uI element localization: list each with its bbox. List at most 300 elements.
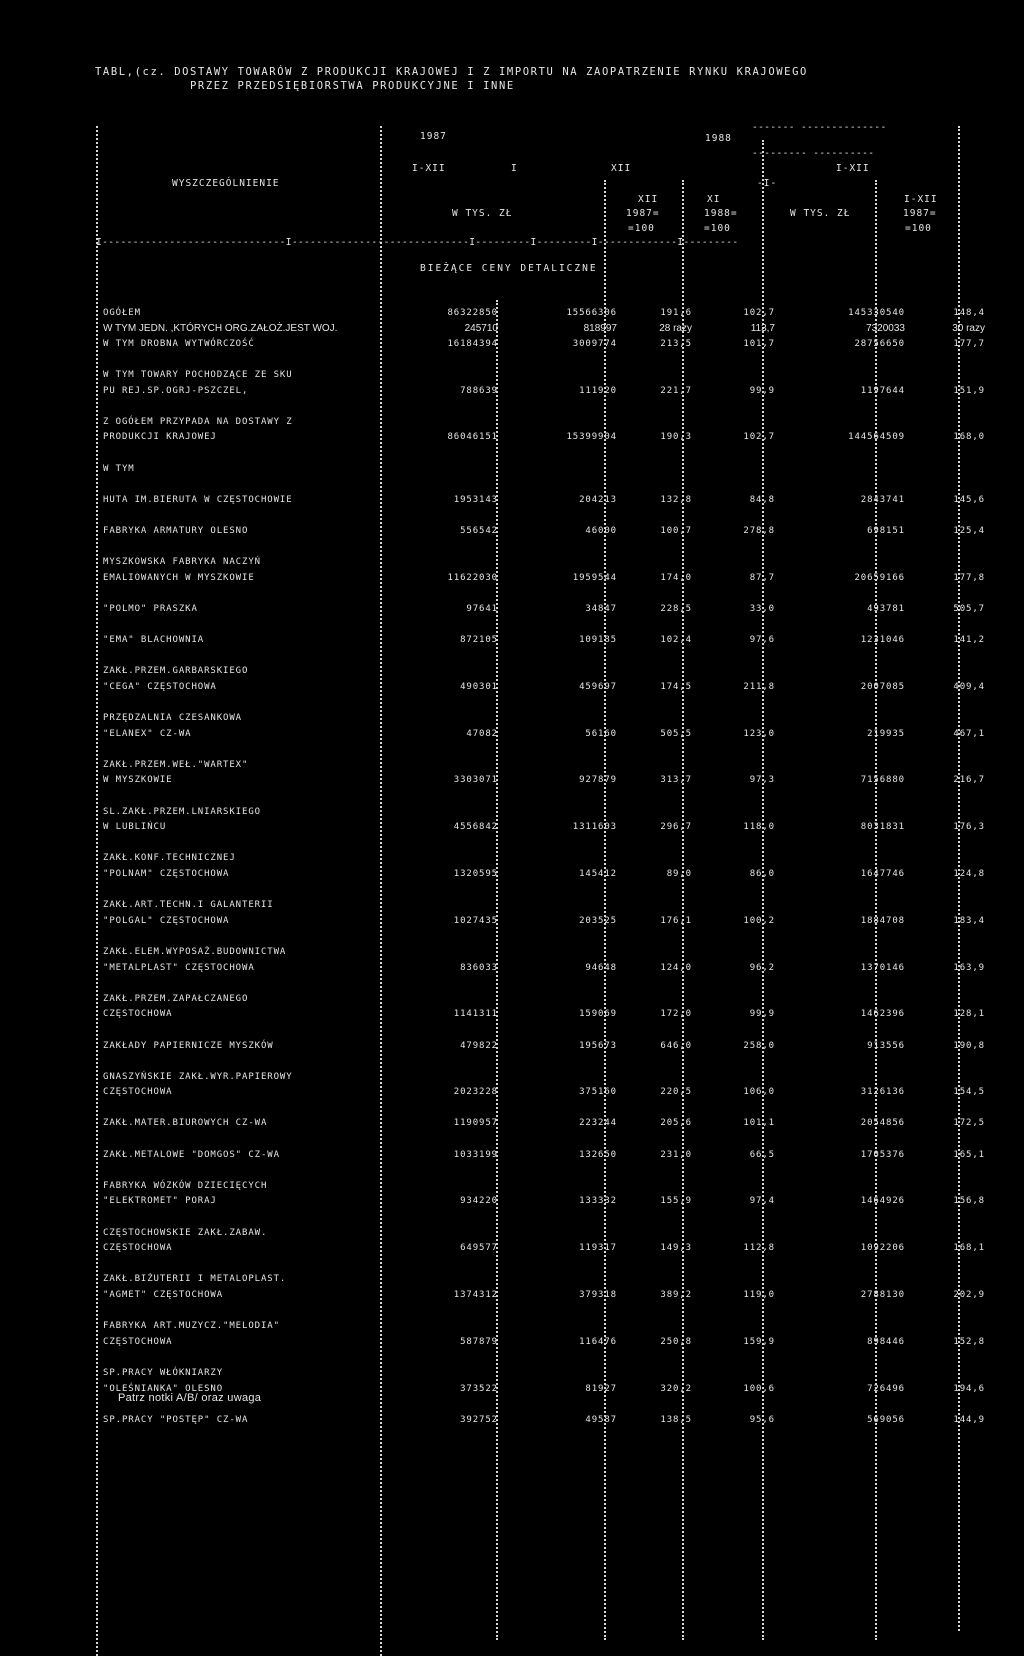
index-i-xii-1987-cell: 145,6 bbox=[953, 494, 985, 505]
index-i-xii-1987-cell: 154,5 bbox=[953, 1087, 985, 1098]
value-1987-cell: 1953143 bbox=[453, 494, 498, 505]
index-i-xii-1987-cell: 467,1 bbox=[953, 728, 985, 739]
index-xi-1988-cell bbox=[702, 1210, 785, 1226]
row-name-cell: ZAKŁ.METALOWE "DOMGOS" CZ-WA bbox=[103, 1149, 280, 1160]
index-i-xii-1987-cell bbox=[915, 1070, 991, 1086]
index-xii-1987-cell bbox=[629, 711, 702, 727]
value-1987-cell bbox=[378, 1132, 510, 1148]
row-name-cell bbox=[103, 617, 378, 633]
row-name-cell: "POLGAL" CZĘSTOCHOWA bbox=[103, 915, 230, 926]
table-row bbox=[103, 680, 991, 696]
value-1987-cell: 872105 bbox=[460, 635, 498, 646]
index-i-xii-1987-cell: 194,6 bbox=[953, 1383, 985, 1394]
value-xii-1988-cell bbox=[510, 851, 629, 867]
value-xii-1988-cell bbox=[510, 1132, 629, 1148]
row-name-cell: ZAKŁ.MATER.BIUROWYCH CZ-WA bbox=[103, 1118, 268, 1129]
value-xii-1988-cell bbox=[510, 1101, 629, 1117]
sub-i-xii-header: I-XII bbox=[904, 194, 938, 205]
row-name-cell bbox=[103, 836, 378, 852]
value-xii-1988-cell bbox=[510, 1272, 629, 1288]
table-row bbox=[103, 1335, 991, 1351]
row-name-cell bbox=[103, 586, 378, 602]
value-1987-cell: 86322850 bbox=[447, 307, 498, 318]
table-row bbox=[103, 883, 991, 899]
table-row bbox=[103, 1148, 991, 1164]
table-row bbox=[103, 321, 991, 337]
row-name-cell: OGÓŁEM bbox=[103, 307, 141, 318]
index-i-xii-1987-cell bbox=[915, 1132, 991, 1148]
index-xi-1988-cell bbox=[702, 758, 785, 774]
value-1987-cell bbox=[378, 929, 510, 945]
index-xii-1987-cell: 221,7 bbox=[660, 385, 692, 396]
index-xii-1987-cell bbox=[629, 462, 702, 478]
value-xii-1988-cell: 159069 bbox=[579, 1009, 617, 1020]
row-name-cell bbox=[103, 290, 378, 306]
index-xii-1987-cell: 296,7 bbox=[660, 822, 692, 833]
row-name-cell: SL.ZAKŁ.PRZEM.LNIARSKIEGO bbox=[103, 806, 261, 817]
value-xii-1988-cell: 116476 bbox=[579, 1336, 617, 1347]
value-xii-1988-cell: 133332 bbox=[579, 1196, 617, 1207]
index-xi-1988-cell: 97,6 bbox=[749, 635, 775, 646]
value-1987-cell bbox=[378, 617, 510, 633]
value-xii-1988-cell bbox=[510, 1350, 629, 1366]
value-1987-cell: 587879 bbox=[460, 1336, 498, 1347]
row-name-cell bbox=[103, 929, 378, 945]
value-xii-1988-cell bbox=[510, 836, 629, 852]
index-xii-1987-cell bbox=[629, 617, 702, 633]
index-xi-1988-cell bbox=[702, 898, 785, 914]
index-xi-1988-cell: 119,0 bbox=[743, 1290, 775, 1300]
table-row bbox=[103, 1226, 991, 1242]
value-1987-cell bbox=[378, 1319, 510, 1335]
row-name-cell: W TYM bbox=[103, 463, 135, 474]
value-1987-cell: 373522 bbox=[460, 1383, 498, 1394]
index-i-xii-1987-cell: 156,8 bbox=[953, 1196, 985, 1207]
row-name-cell: CZĘSTOCHOWA bbox=[103, 1336, 173, 1347]
xii-1988-header: XII bbox=[611, 163, 632, 174]
year-1987-header: 1987 bbox=[420, 131, 447, 142]
table-row bbox=[103, 493, 991, 509]
table-title-line-2: PRZEZ PRZEDSIĘBIORSTWA PRODUKCYJNE I INNE bbox=[190, 80, 515, 92]
index-xi-1988-cell: 97,3 bbox=[749, 775, 775, 786]
index-xi-1988-cell bbox=[702, 477, 785, 493]
row-name-cell: W TYM JEDN. ,KTÓRYCH ORG.ZAŁOŻ.JEST WOJ. bbox=[103, 323, 338, 335]
value-xii-1988-cell: 81927 bbox=[585, 1383, 617, 1394]
row-name-cell: PRODUKCJI KRAJOWEJ bbox=[103, 432, 217, 443]
value-xii-1988-cell bbox=[510, 649, 629, 665]
index-xi-1988-cell bbox=[702, 929, 785, 945]
index-i-xii-1987-cell: 165,1 bbox=[953, 1149, 985, 1160]
index-xii-1987-cell: 231,0 bbox=[660, 1149, 692, 1160]
value-i-xii-1988-cell bbox=[785, 477, 915, 493]
table-row bbox=[103, 337, 991, 353]
index-xi-1988-cell bbox=[702, 508, 785, 524]
index-xi-1988-cell bbox=[702, 1163, 785, 1179]
value-i-xii-1988-cell bbox=[785, 945, 915, 961]
table-row bbox=[103, 898, 991, 914]
index-xii-1987-cell bbox=[629, 1023, 702, 1039]
row-name-cell bbox=[103, 1023, 378, 1039]
value-1987-cell bbox=[378, 805, 510, 821]
index-xii-1987-cell bbox=[629, 368, 702, 384]
index-xii-1987-cell bbox=[629, 508, 702, 524]
value-i-xii-1988-cell bbox=[785, 898, 915, 914]
index-xi-1988-cell: 33,0 bbox=[749, 603, 775, 614]
value-1987-cell: 86046151 bbox=[447, 432, 498, 443]
table-row bbox=[103, 384, 991, 400]
index-i-xii-1987-cell bbox=[915, 742, 991, 758]
value-i-xii-1988-cell: 1462396 bbox=[860, 1009, 905, 1020]
table-row bbox=[103, 477, 991, 493]
value-i-xii-1988-cell bbox=[785, 649, 915, 665]
value-1987-cell bbox=[378, 1163, 510, 1179]
value-xii-1988-cell bbox=[510, 290, 629, 306]
value-i-xii-1988-cell: 1092206 bbox=[860, 1243, 905, 1254]
value-1987-cell bbox=[378, 1210, 510, 1226]
index-xi-1988-cell bbox=[702, 805, 785, 821]
row-name-cell bbox=[103, 477, 378, 493]
value-i-xii-1988-cell: 20659166 bbox=[854, 572, 905, 583]
row-name-cell: PU REJ.SP.OGRJ-PSZCZEL, bbox=[103, 385, 249, 396]
value-1987-cell: 556542 bbox=[460, 525, 498, 536]
index-i-xii-1987-cell bbox=[915, 1366, 991, 1382]
index-xi-1988-cell bbox=[702, 617, 785, 633]
index-i-xii-1987-cell bbox=[915, 399, 991, 415]
value-1987-cell bbox=[378, 477, 510, 493]
table-row bbox=[103, 352, 991, 368]
table-row bbox=[103, 711, 991, 727]
value-1987-cell: 836033 bbox=[460, 962, 498, 973]
index-xii-1987-cell: 228,5 bbox=[660, 603, 692, 614]
value-1987-cell bbox=[378, 695, 510, 711]
value-xii-1988-cell bbox=[510, 1023, 629, 1039]
table-row bbox=[103, 961, 991, 977]
sub-xi-header: XI bbox=[707, 194, 721, 205]
index-xii-1987-cell: 213,5 bbox=[660, 338, 692, 349]
value-i-xii-1988-cell: 8031831 bbox=[860, 822, 905, 833]
index-xi-1988-cell bbox=[702, 1397, 785, 1413]
value-xii-1988-cell: 49587 bbox=[585, 1414, 617, 1425]
value-i-xii-1988-cell: 569056 bbox=[867, 1414, 905, 1425]
index-i-xii-1987-cell bbox=[915, 883, 991, 899]
value-xii-1988-cell: 15566306 bbox=[566, 307, 617, 318]
table-row bbox=[103, 929, 991, 945]
sub-xii-header: XII bbox=[638, 194, 659, 205]
index-xi-1988-cell bbox=[702, 945, 785, 961]
index-xi-1988-cell bbox=[702, 368, 785, 384]
value-i-xii-1988-cell bbox=[785, 836, 915, 852]
index-xii-1987-cell bbox=[629, 805, 702, 821]
index-i-xii-1987-cell bbox=[915, 805, 991, 821]
value-xii-1988-cell bbox=[510, 1366, 629, 1382]
index-xi-1988-cell bbox=[702, 1319, 785, 1335]
table-row bbox=[103, 945, 991, 961]
index-i-xii-1987-cell bbox=[915, 290, 991, 306]
index-i-xii-1987-cell: 177,8 bbox=[953, 572, 985, 583]
index-xii-1987-cell: 250,8 bbox=[660, 1336, 692, 1347]
value-i-xii-1988-cell: 2843741 bbox=[860, 494, 905, 505]
index-i-xii-1987-cell: 505,7 bbox=[953, 603, 985, 614]
value-xii-1988-cell bbox=[510, 368, 629, 384]
value-1987-cell bbox=[378, 508, 510, 524]
table-row bbox=[103, 1116, 991, 1132]
index-xii-1987-cell: 313,7 bbox=[660, 775, 692, 786]
value-i-xii-1988-cell: 2788130 bbox=[860, 1290, 905, 1300]
value-1987-cell: 1190957 bbox=[453, 1118, 498, 1129]
data-table bbox=[103, 290, 991, 1428]
value-i-xii-1988-cell bbox=[785, 446, 915, 462]
table-row bbox=[103, 508, 991, 524]
value-i-xii-1988-cell bbox=[785, 1023, 915, 1039]
value-xii-1988-cell bbox=[510, 929, 629, 945]
index-xii-1987-cell bbox=[629, 664, 702, 680]
index-i-xii-1987-cell: 202,9 bbox=[953, 1290, 985, 1300]
section-heading: BIEŻĄCE CENY DETALICZNE bbox=[420, 263, 598, 274]
index-xi-1988-cell bbox=[702, 1272, 785, 1288]
index-i-xii-1987-cell bbox=[915, 992, 991, 1008]
table-row bbox=[103, 789, 991, 805]
table-row bbox=[103, 992, 991, 1008]
index-xi-1988-cell: 112,8 bbox=[743, 1243, 775, 1254]
value-1987-cell bbox=[378, 711, 510, 727]
value-xii-1988-cell: 3009774 bbox=[572, 338, 617, 349]
value-i-xii-1988-cell bbox=[785, 1163, 915, 1179]
value-1987-cell: 934220 bbox=[460, 1196, 498, 1207]
index-xi-1988-cell: 100,6 bbox=[743, 1383, 775, 1394]
index-xii-1987-cell: 505,5 bbox=[660, 728, 692, 739]
index-i-xii-1987-cell bbox=[915, 836, 991, 852]
table-row bbox=[103, 540, 991, 556]
index-xi-1988-cell bbox=[702, 290, 785, 306]
index-i-xii-1987-cell: 183,4 bbox=[953, 915, 985, 926]
index-xi-1988-cell bbox=[702, 1366, 785, 1382]
value-1987-cell bbox=[378, 586, 510, 602]
table-row bbox=[103, 290, 991, 306]
index-xii-1987-cell: 124,0 bbox=[660, 962, 692, 973]
table-row bbox=[103, 1085, 991, 1101]
index-i-xii-1987-cell bbox=[915, 1101, 991, 1117]
value-1987-cell bbox=[378, 1304, 510, 1320]
index-i-xii-1987-cell bbox=[915, 664, 991, 680]
base-100-b: =100 bbox=[704, 223, 731, 234]
value-i-xii-1988-cell bbox=[785, 695, 915, 711]
index-xii-1987-cell bbox=[629, 789, 702, 805]
index-xi-1988-cell: 87,7 bbox=[749, 572, 775, 583]
index-i-xii-1987-cell bbox=[915, 929, 991, 945]
row-name-cell bbox=[103, 508, 378, 524]
table-row bbox=[103, 820, 991, 836]
value-1987-cell: 47082 bbox=[466, 728, 498, 739]
index-xii-1987-cell: 138,5 bbox=[660, 1414, 692, 1425]
index-xi-1988-cell: 101,7 bbox=[743, 338, 775, 349]
value-i-xii-1988-cell bbox=[785, 290, 915, 306]
index-xii-1987-cell bbox=[629, 399, 702, 415]
value-xii-1988-cell bbox=[510, 1070, 629, 1086]
row-name-cell bbox=[103, 1350, 378, 1366]
index-xi-1988-cell bbox=[702, 540, 785, 556]
table-row bbox=[103, 524, 991, 540]
value-xii-1988-cell bbox=[510, 805, 629, 821]
value-xii-1988-cell bbox=[510, 1257, 629, 1273]
value-xii-1988-cell bbox=[510, 1163, 629, 1179]
value-1987-cell bbox=[378, 415, 510, 431]
value-i-xii-1988-cell bbox=[785, 1272, 915, 1288]
value-i-xii-1988-cell bbox=[785, 805, 915, 821]
value-1987-cell bbox=[378, 789, 510, 805]
table-left-border bbox=[96, 126, 98, 1656]
value-1987-cell: 649577 bbox=[460, 1243, 498, 1254]
table-row bbox=[103, 1272, 991, 1288]
table-row bbox=[103, 1319, 991, 1335]
table-row bbox=[103, 664, 991, 680]
index-xii-1987-cell bbox=[629, 945, 702, 961]
value-i-xii-1988-cell bbox=[785, 976, 915, 992]
index-i-xii-1987-cell bbox=[915, 1397, 991, 1413]
index-i-xii-1987-cell: 168,1 bbox=[953, 1243, 985, 1254]
index-xi-1988-cell bbox=[702, 415, 785, 431]
value-1987-cell bbox=[378, 540, 510, 556]
index-xii-1987-cell bbox=[629, 1163, 702, 1179]
index-xii-1987-cell: 28 razy bbox=[659, 323, 692, 335]
table-row bbox=[103, 976, 991, 992]
index-xii-1987-cell: 89,0 bbox=[666, 868, 692, 879]
index-xi-1988-cell: 123,0 bbox=[743, 728, 775, 739]
value-xii-1988-cell: 15399904 bbox=[566, 432, 617, 443]
index-xi-1988-cell bbox=[702, 1179, 785, 1195]
row-name-cell bbox=[103, 1304, 378, 1320]
value-1987-cell bbox=[378, 883, 510, 899]
row-name-cell: FABRYKA ARMATURY OLESNO bbox=[103, 525, 249, 536]
table-row bbox=[103, 1101, 991, 1117]
index-i-xii-1987-cell bbox=[915, 758, 991, 774]
value-xii-1988-cell: 818997 bbox=[583, 323, 617, 335]
table-row bbox=[103, 1413, 991, 1429]
row-name-cell: FABRYKA ART.MUZYCZ."MELODIA" bbox=[103, 1321, 280, 1332]
index-xii-1987-cell bbox=[629, 1210, 702, 1226]
row-name-cell bbox=[103, 649, 378, 665]
index-xi-1988-cell bbox=[702, 462, 785, 478]
value-xii-1988-cell bbox=[510, 1210, 629, 1226]
value-i-xii-1988-cell bbox=[785, 789, 915, 805]
value-xii-1988-cell bbox=[510, 1226, 629, 1242]
row-name-cell: "EMA" BLACHOWNIA bbox=[103, 635, 205, 646]
index-xii-1987-cell bbox=[629, 929, 702, 945]
value-i-xii-1988-cell: 2054856 bbox=[860, 1118, 905, 1129]
value-1987-cell bbox=[378, 446, 510, 462]
row-name-cell: "ELEKTROMET" PORAJ bbox=[103, 1196, 217, 1207]
index-i-xii-1987-cell: 176,3 bbox=[953, 822, 985, 833]
index-xi-1988-cell: 211,8 bbox=[743, 681, 775, 692]
value-xii-1988-cell: 94648 bbox=[585, 962, 617, 973]
i-xii-1988-header: I-XII bbox=[836, 163, 870, 174]
table-row bbox=[103, 633, 991, 649]
table-row bbox=[103, 805, 991, 821]
table-row bbox=[103, 1132, 991, 1148]
index-i-xii-1987-cell bbox=[915, 898, 991, 914]
value-i-xii-1988-cell bbox=[785, 1101, 915, 1117]
value-i-xii-1988-cell bbox=[785, 555, 915, 571]
index-xi-1988-cell bbox=[702, 446, 785, 462]
value-1987-cell bbox=[378, 1054, 510, 1070]
value-1987-cell: 1141311 bbox=[453, 1009, 498, 1020]
index-xii-1987-cell bbox=[629, 1319, 702, 1335]
table-row bbox=[103, 415, 991, 431]
row-name-cell bbox=[103, 883, 378, 899]
value-1987-cell bbox=[378, 1397, 510, 1413]
index-xii-1987-cell: 102,4 bbox=[660, 635, 692, 646]
row-name-cell: W TYM DROBNA WYTWÓRCZOŚĆ bbox=[103, 338, 255, 349]
value-xii-1988-cell bbox=[510, 477, 629, 493]
table-row bbox=[103, 1210, 991, 1226]
value-xii-1988-cell bbox=[510, 399, 629, 415]
row-name-cell: ZAKŁADY PAPIERNICZE MYSZKÓW bbox=[103, 1040, 274, 1051]
row-name-cell bbox=[103, 540, 378, 556]
index-i-xii-1987-cell bbox=[915, 851, 991, 867]
value-xii-1988-cell bbox=[510, 555, 629, 571]
value-xii-1988-cell bbox=[510, 446, 629, 462]
index-i-xii-1987-cell: 148,4 bbox=[953, 307, 985, 318]
i-xii-1987-header: I-XII bbox=[412, 163, 446, 174]
index-xii-1987-cell: 389,2 bbox=[660, 1290, 692, 1300]
index-i-xii-1987-cell: 409,4 bbox=[953, 681, 985, 692]
index-xi-1988-cell bbox=[702, 649, 785, 665]
index-xi-1988-cell bbox=[702, 586, 785, 602]
table-row bbox=[103, 306, 991, 322]
value-1987-cell bbox=[378, 462, 510, 478]
value-xii-1988-cell: 132650 bbox=[579, 1149, 617, 1160]
value-i-xii-1988-cell bbox=[785, 586, 915, 602]
header-marker-i-sub: -I- bbox=[757, 178, 778, 189]
header-rule-top: ------- -------------- bbox=[752, 122, 887, 133]
value-xii-1988-cell bbox=[510, 1319, 629, 1335]
index-xi-1988-cell bbox=[702, 664, 785, 680]
value-1987-cell: 16184394 bbox=[447, 338, 498, 349]
index-xi-1988-cell: 97,4 bbox=[749, 1196, 775, 1207]
index-i-xii-1987-cell: 125,4 bbox=[953, 525, 985, 536]
value-i-xii-1988-cell bbox=[785, 1319, 915, 1335]
index-xi-1988-cell bbox=[702, 976, 785, 992]
index-xi-1988-cell: 84,8 bbox=[749, 494, 775, 505]
value-xii-1988-cell: 927879 bbox=[579, 775, 617, 786]
value-i-xii-1988-cell bbox=[785, 1179, 915, 1195]
value-xii-1988-cell bbox=[510, 711, 629, 727]
value-1987-cell bbox=[378, 1070, 510, 1086]
value-1987-cell bbox=[378, 1179, 510, 1195]
index-i-xii-1987-cell bbox=[915, 789, 991, 805]
index-xi-1988-cell bbox=[702, 883, 785, 899]
value-i-xii-1988-cell: 1370146 bbox=[860, 962, 905, 973]
base-100-a: =100 bbox=[628, 223, 655, 234]
row-name-cell: SP.PRACY "POSTĘP" CZ-WA bbox=[103, 1414, 249, 1425]
value-1987-cell bbox=[378, 836, 510, 852]
index-xi-1988-cell: 95,6 bbox=[749, 1414, 775, 1425]
index-xi-1988-cell bbox=[702, 789, 785, 805]
value-i-xii-1988-cell: 28756650 bbox=[854, 338, 905, 349]
index-i-xii-1987-cell bbox=[915, 352, 991, 368]
index-xi-1988-cell bbox=[702, 555, 785, 571]
index-xi-1988-cell: 258,0 bbox=[743, 1040, 775, 1051]
table-row bbox=[103, 1366, 991, 1382]
value-xii-1988-cell bbox=[510, 540, 629, 556]
index-xi-1988-cell bbox=[702, 1101, 785, 1117]
index-xii-1987-cell bbox=[629, 758, 702, 774]
row-name-cell: FABRYKA WÓZKÓW DZIECIĘCYCH bbox=[103, 1180, 268, 1191]
index-xii-1987-cell bbox=[629, 555, 702, 571]
index-xii-1987-cell bbox=[629, 1179, 702, 1195]
value-1987-cell: 1374312 bbox=[453, 1290, 498, 1300]
value-i-xii-1988-cell: 1464926 bbox=[860, 1196, 905, 1207]
value-i-xii-1988-cell bbox=[785, 462, 915, 478]
